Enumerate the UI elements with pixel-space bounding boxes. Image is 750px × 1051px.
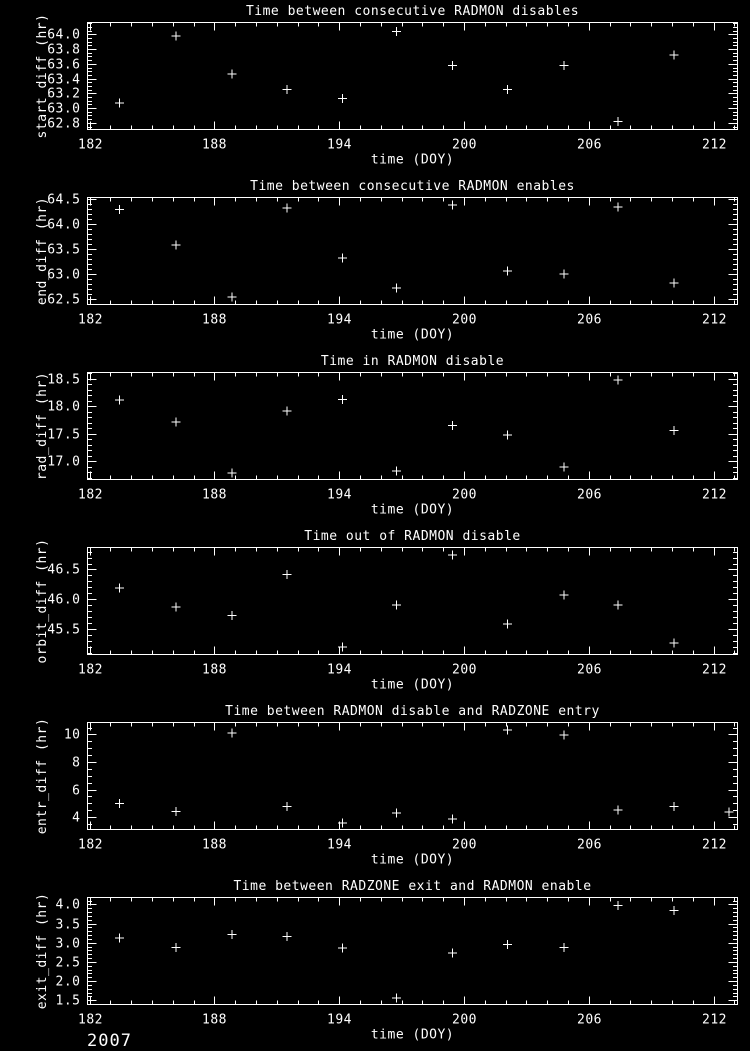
y-tick-label: 17.5 xyxy=(47,427,81,443)
y-axis-label: end_diff (hr) xyxy=(35,196,50,306)
y-tick-label: 45.5 xyxy=(47,622,81,638)
plot-frame xyxy=(88,548,738,655)
x-axis-label: time (DOY) xyxy=(370,502,455,518)
y-tick-label: 10 xyxy=(63,727,81,743)
plot-start-diff xyxy=(0,0,750,175)
x-tick-label: 200 xyxy=(452,137,477,153)
y-tick-label: 46.0 xyxy=(47,592,81,608)
x-tick-label: 182 xyxy=(78,837,103,853)
y-tick-label: 18.0 xyxy=(47,399,81,415)
x-tick-label: 206 xyxy=(577,662,602,678)
y-tick-label: 3.0 xyxy=(55,936,81,952)
y-tick-label: 6 xyxy=(72,783,81,799)
x-tick-label: 188 xyxy=(202,662,227,678)
plot-title: Time between RADMON disable and RADZONE entry xyxy=(225,704,600,719)
year-label: 2007 xyxy=(87,1031,132,1051)
x-tick-label: 206 xyxy=(577,487,602,503)
x-tick-label: 200 xyxy=(452,487,477,503)
x-tick-label: 200 xyxy=(452,662,477,678)
plot-frame xyxy=(88,898,738,1005)
y-tick-label: 63.5 xyxy=(47,242,81,258)
plot-end-diff xyxy=(0,175,750,350)
y-tick-label: 62.8 xyxy=(47,116,81,132)
x-tick-label: 188 xyxy=(202,312,227,328)
plot-frame xyxy=(88,373,738,480)
y-tick-label: 64.5 xyxy=(47,192,81,208)
y-tick-label: 63.6 xyxy=(47,57,81,73)
y-axis-label: exit_diff (hr) xyxy=(35,892,50,1010)
plot-frame xyxy=(88,723,738,830)
x-tick-label: 200 xyxy=(452,1012,477,1028)
x-tick-label: 188 xyxy=(202,137,227,153)
x-tick-label: 182 xyxy=(78,662,103,678)
y-tick-label: 63.0 xyxy=(47,267,81,283)
x-tick-label: 194 xyxy=(327,662,352,678)
x-tick-label: 200 xyxy=(452,312,477,328)
y-axis-label: orbit_diff (hr) xyxy=(35,538,50,664)
x-tick-label: 200 xyxy=(452,837,477,853)
x-tick-label: 182 xyxy=(78,487,103,503)
x-tick-label: 194 xyxy=(327,487,352,503)
x-tick-label: 188 xyxy=(202,487,227,503)
x-tick-label: 182 xyxy=(78,137,103,153)
y-tick-label: 63.8 xyxy=(47,42,81,58)
x-tick-label: 212 xyxy=(702,1012,727,1028)
y-tick-label: 18.5 xyxy=(47,372,81,388)
y-tick-label: 8 xyxy=(72,755,81,771)
y-tick-label: 63.2 xyxy=(47,86,81,102)
plot-title: Time in RADMON disable xyxy=(320,354,505,369)
x-tick-label: 206 xyxy=(577,837,602,853)
y-axis-label: entr_diff (hr) xyxy=(35,717,50,835)
x-tick-label: 212 xyxy=(702,837,727,853)
x-tick-label: 206 xyxy=(577,312,602,328)
x-tick-label: 194 xyxy=(327,1012,352,1028)
plot-exit-diff xyxy=(0,875,750,1050)
y-tick-label: 64.0 xyxy=(47,27,81,43)
x-tick-label: 194 xyxy=(327,837,352,853)
plot-entr-diff xyxy=(0,700,750,875)
x-tick-label: 182 xyxy=(78,1012,103,1028)
x-tick-label: 212 xyxy=(702,662,727,678)
x-axis-label: time (DOY) xyxy=(370,677,455,693)
x-tick-label: 182 xyxy=(78,312,103,328)
x-tick-label: 206 xyxy=(577,1012,602,1028)
y-tick-label: 64.0 xyxy=(47,217,81,233)
plot-title: Time out of RADMON disable xyxy=(304,529,521,544)
plot-rad-diff xyxy=(0,350,750,525)
y-tick-label: 62.5 xyxy=(47,292,81,308)
x-tick-label: 212 xyxy=(702,487,727,503)
x-tick-label: 206 xyxy=(577,137,602,153)
x-axis-label: time (DOY) xyxy=(370,152,455,168)
x-axis-label: time (DOY) xyxy=(370,852,455,868)
plot-title: Time between consecutive RADMON disables xyxy=(245,4,580,19)
y-tick-label: 46.5 xyxy=(47,562,81,578)
y-tick-label: 2.5 xyxy=(55,955,81,971)
plot-title: Time between RADZONE exit and RADMON enable xyxy=(233,879,592,894)
plot-orbit-diff xyxy=(0,525,750,700)
x-tick-label: 212 xyxy=(702,312,727,328)
y-tick-label: 2.0 xyxy=(55,974,81,990)
x-tick-label: 188 xyxy=(202,837,227,853)
y-tick-label: 3.5 xyxy=(55,917,81,933)
x-axis-label: time (DOY) xyxy=(370,327,455,343)
y-tick-label: 4.0 xyxy=(55,897,81,913)
x-tick-label: 212 xyxy=(702,137,727,153)
y-tick-label: 4 xyxy=(72,810,81,826)
y-tick-label: 63.4 xyxy=(47,72,81,88)
y-tick-label: 17.0 xyxy=(47,454,81,470)
y-tick-label: 63.0 xyxy=(47,101,81,117)
y-axis-label: rad_diff (hr) xyxy=(35,371,50,481)
plot-title: Time between consecutive RADMON enables xyxy=(250,179,575,194)
plot-frame xyxy=(88,23,738,130)
x-tick-label: 194 xyxy=(327,312,352,328)
plot-frame xyxy=(88,198,738,305)
x-tick-label: 194 xyxy=(327,137,352,153)
y-tick-label: 1.5 xyxy=(55,993,81,1009)
y-axis-label: start_diff (hr) xyxy=(35,13,50,139)
x-axis-label: time (DOY) xyxy=(370,1027,455,1043)
x-tick-label: 188 xyxy=(202,1012,227,1028)
